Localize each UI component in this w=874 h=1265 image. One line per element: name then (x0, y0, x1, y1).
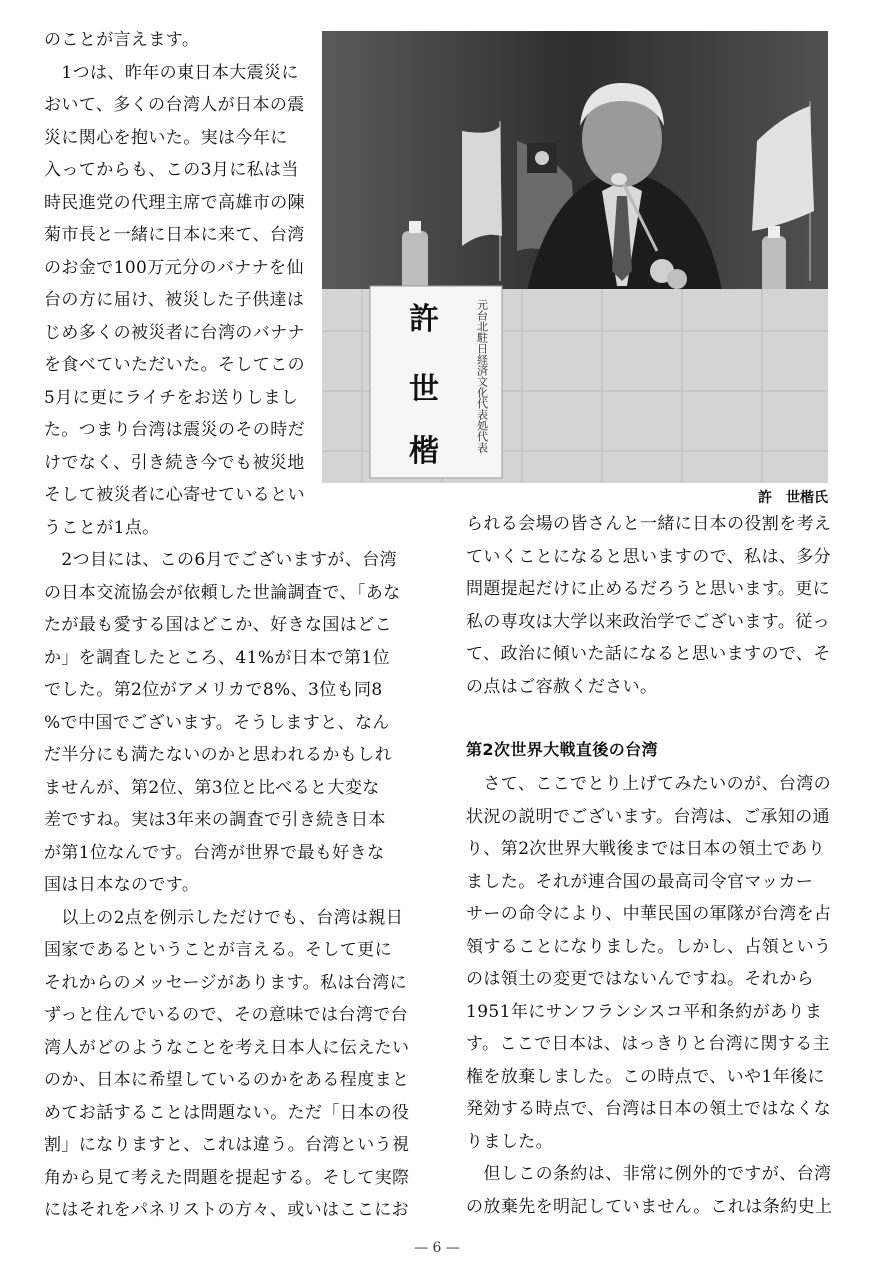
text-line: 割」になりますと、これは違う。台湾という視 (44, 1135, 410, 1155)
text-line: 以上の2点を例示しただけでも、台湾は親日 (44, 907, 404, 928)
text-line: うことが1点。 (44, 517, 160, 538)
text-line: 角から見て考えた問題を提起する。そして実際 (44, 1167, 410, 1188)
text-line: 私の専攻は大学以来政治学でございます。従っ (466, 611, 831, 632)
text-line: 湾人がどのようなことを考え日本人に伝えたい (44, 1037, 410, 1058)
text-line: られる会場の皆さんと一緒に日本の役割を考え (466, 514, 832, 534)
text-line: さて、ここでとり上げてみたいのが、台湾の (466, 774, 832, 794)
page-number: — 6 — (414, 1240, 460, 1256)
text-line: が第1位なんです。台湾が世界で最も好きな (44, 842, 385, 863)
text-line: のは領土の変更ではないんですね。それから (466, 969, 814, 989)
text-line: のお金で100万元分のバナナを仙 (44, 257, 304, 278)
text-line: 差ですね。実は3年来の調査で引き続き日本 (44, 810, 386, 830)
text-line: にはそれをパネリストの方々、或いはここにお (44, 1200, 410, 1220)
text-line: のことが言えます。 (44, 30, 200, 50)
text-line: 領することになりました。しかし、占領という (466, 936, 832, 957)
text-line: 台の方に届け、被災した子供達は (44, 290, 305, 310)
text-line: 菊市長と一緒に日本に来て、台湾 (44, 225, 305, 245)
text-line: じめ多くの被災者に台湾のバナナ (44, 322, 305, 343)
text-line: 発効する時点で、台湾は日本の領土ではなくな (466, 1099, 832, 1119)
name-card-title: 元台北駐日経済文化代表処代表 (475, 299, 489, 453)
text-line: 入ってからも、この3月に私は当 (44, 160, 299, 180)
text-line: のか、日本に希望しているのかをある程度まと (44, 1070, 410, 1090)
text-line: の放棄先を明記していません。これは条約史上 (466, 1196, 833, 1217)
text-line: 災に関心を抱いた。実は今年に (44, 127, 288, 148)
text-line: サーの命令により、中華民国の軍隊が台湾を占 (466, 904, 832, 924)
text-line: ました。それが連合国の最高司令官マッカー (466, 871, 814, 892)
speaker-photo (322, 31, 828, 483)
text-line: ていくことになると思いますので、私は、多分 (466, 546, 832, 567)
text-line: て、政治に傾いた話になると思いますので、そ (466, 644, 831, 664)
text-line: ずっと住んでいるので、その意味では台湾で台 (44, 1005, 409, 1025)
text-line: 権を放棄しました。この時点で、いや1年後に (466, 1066, 825, 1087)
text-line: 1つは、昨年の東日本大震災に (44, 62, 299, 83)
text-line: それからのメッセージがあります。私は台湾に (44, 972, 408, 993)
text-line: だ半分にも満たないのかと思われるかもしれ (44, 745, 392, 765)
text-line: た。つまり台湾は震災のその時だ (44, 420, 305, 440)
text-line: す。ここで日本は、はっきりと台湾に関する主 (466, 1034, 831, 1054)
text-line: の点はご容赦ください。 (466, 676, 658, 697)
section-heading: 第2次世界大戦直後の台湾 (466, 740, 658, 759)
text-line: %で中国でございます。そうしますと、なん (44, 712, 390, 733)
text-line: 国は日本なのです。 (44, 875, 200, 895)
text-line: そして被災者に心寄せているとい (44, 485, 305, 505)
name-card-char-2: 世 (409, 372, 439, 407)
text-line: りました。 (466, 1131, 553, 1152)
text-line: 2つ目には、この6月でございますが、台湾 (44, 550, 398, 570)
name-card-char-3: 楷 (409, 434, 439, 469)
text-line: 1951年にサンフランシスコ平和条約がありま (466, 1001, 823, 1022)
text-line: を食べていただいた。そしてこの (44, 355, 305, 375)
text-line: の日本交流協会が依頼した世論調査で、「あな (44, 582, 401, 603)
text-line: か」を調査したところ、41%が日本で第1位 (44, 647, 391, 668)
text-line: おいて、多くの台湾人が日本の震 (44, 95, 305, 115)
text-line: 5月に更にライチをお送りしまし (44, 387, 299, 408)
text-line: 状況の説明でございます。台湾は、ご承知の通 (466, 806, 831, 827)
text-line: けでなく、引き続き今でも被災地 (44, 452, 305, 473)
text-line: 問題提起だけに止めるだろうと思います。更に (466, 579, 831, 599)
text-line: めてお話することは問題ない。ただ「日本の役 (44, 1102, 410, 1123)
text-line: でした。第2位がアメリカで8%、3位も同8 (44, 680, 383, 700)
text-line: 国家であるということが言える。そして更に (44, 940, 392, 960)
text-line: たが最も愛する国はどこか、好きな国はどこ (44, 615, 392, 635)
text-line: 但しこの条約は、非常に例外的ですが、台湾 (466, 1164, 832, 1184)
text-line: ませんが、第2位、第3位と比べると大変な (44, 777, 380, 798)
text-line: 時民進党の代理主席で高雄市の陳 (44, 192, 305, 213)
name-card-char-1: 許 (409, 302, 439, 337)
text-line: り、第2次世界大戦後までは日本の領土であり (466, 839, 826, 859)
photo-caption: 許 世楷氏 (758, 490, 828, 506)
